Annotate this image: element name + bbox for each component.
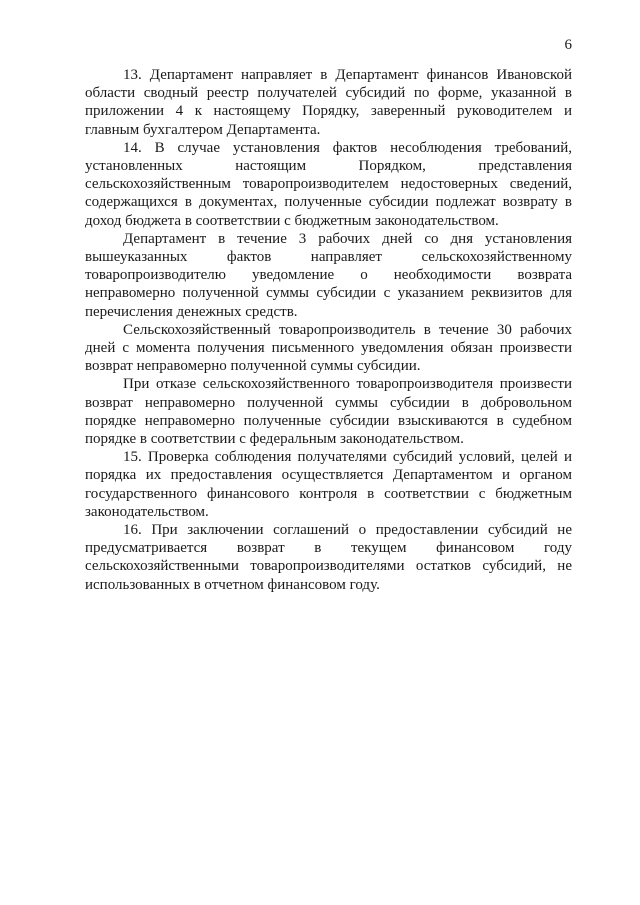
paragraph-14: 14. В случае установления фактов несоблюдения требований, установленных настоящим Порядком, представления сельскохозяйственным товаропроизводителем недостоверных сведений, содержащихся в документах, полученные субсидии подлежат возврату в доход бюджета в соответствии с бюджетным законодательством. [85, 139, 572, 229]
paragraph-14-producer-refund: Сельскохозяйственный товаропроизводитель в течение 30 рабочих дней с момента получения письменного уведомления обязан произвести возврат неправомерно полученной суммы субсидии. [85, 321, 572, 375]
paragraph-13: 13. Департамент направляет в Департамент финансов Ивановской области сводный реестр получателей субсидий по форме, указанной в приложении 4 к настоящему Порядку, заверенный руководителем и главным бухгалтером Департамента. [85, 67, 572, 138]
paragraph-14-department-notice: Департамент в течение 3 рабочих дней со дня установления вышеуказанных фактов направляет сельскохозяйственному товаропроизводителю уведомление о необходимости возврата неправомерно полученной суммы субсидии с указанием реквизитов для перечисления денежных средств. [85, 230, 572, 320]
paragraph-15: 15. Проверка соблюдения получателями субсидий условий, целей и порядка их предоставления осуществляется Департаментом и органом государственного финансового контроля в соответствии с бюджетным законодательством. [85, 449, 572, 520]
document-body [85, 66, 572, 594]
page-number: 6 [564, 37, 572, 53]
paragraph-14-judicial-recovery: При отказе сельскохозяйственного товаропроизводителя произвести возврат неправомерно полученной суммы субсидии в добровольном порядке неправомерно полученные субсидии взыскиваются в судебном порядке в соответствии с федеральным законодательством. [85, 376, 572, 448]
paragraph-16: 16. При заключении соглашений о предоставлении субсидий не предусматривается возврат в текущем финансовом году сельскохозяйственными товаропроизводителями остатков субсидий, не использованных в отчетном финансовом году. [85, 522, 572, 593]
